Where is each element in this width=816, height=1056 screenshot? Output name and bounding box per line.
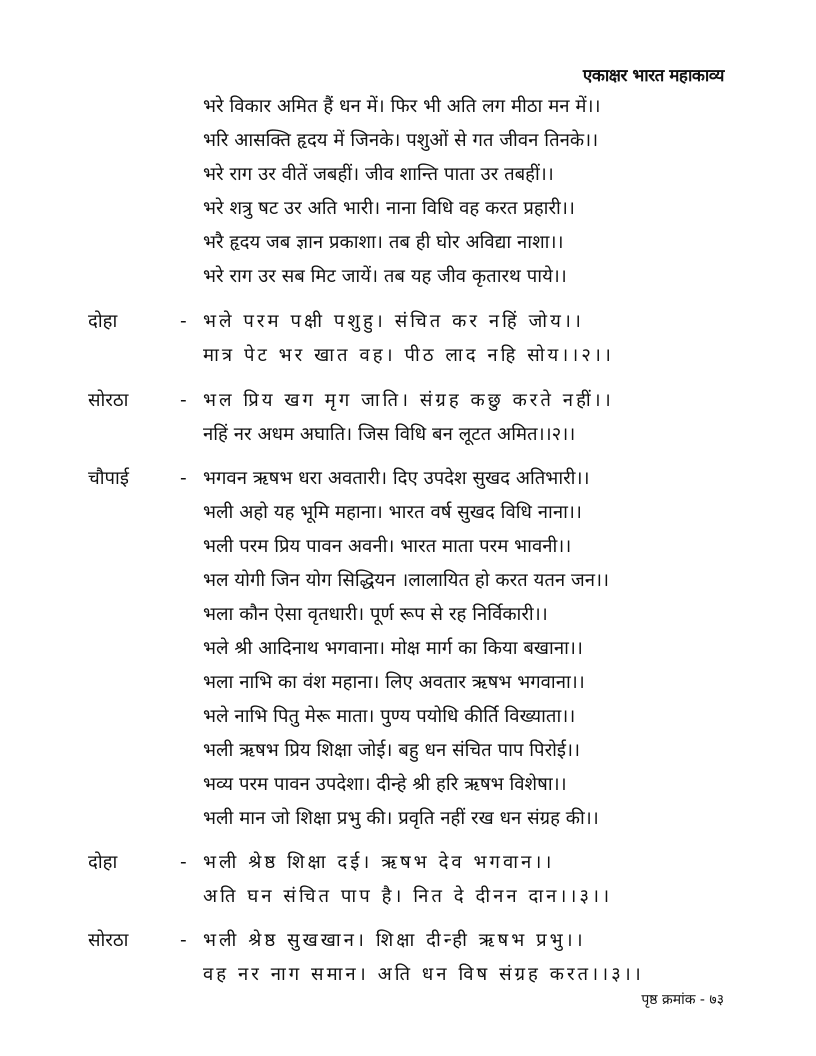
verse-type-label: सोरठा [88,390,129,411]
verse-line: भली श्रेष्ठ सुखखान। शिक्षा दीन्ही ऋषभ प्रभु।। [203,930,586,951]
verse-line: भले परम पक्षी पशुहु। संचित कर नहिं जोय।। [203,311,584,332]
verse-line: भरे विकार अमित हैं धन में। फिर भी अति लग मीठा मन में।। [203,96,601,117]
verse-line: भरे राग उर वीतें जबहीं। जीव शान्ति पाता उर तबहीं।। [203,164,554,185]
verse-line: नहिं नर अधम अघाति। जिस विधि बन लूटत अमित।।२।। [203,424,576,445]
verse-type-dash: - [180,852,187,873]
verse-type-dash: - [180,311,187,332]
verse-line: भल योगी जिन योग सिद्धियन ।लालायित हो करत यतन जन।। [203,570,610,591]
verse-line: भली अहो यह भूमि महाना। भारत वर्ष सुखद विधि नाना।। [203,502,582,523]
verse-line: अति घन संचित पाप है। नित दे दीनन दान।।३।। [203,886,613,907]
verse-type-label: चौपाई [88,468,129,489]
verse-line: भली परम प्रिय पावन अवनी। भारत माता परम भावनी।। [203,536,572,557]
verse-type-label: दोहा [88,852,118,873]
verse-line: भरे राग उर सब मिट जायें। तब यह जीव कृतारथ पाये।। [203,266,567,287]
verse-line: भला नाभि का वंश महाना। लिए अवतार ऋषभ भगवाना।। [203,672,585,693]
verse-line: वह नर नाग समान। अति धन विष संग्रह करत।।३।। [203,964,644,985]
verse-type-dash: - [180,468,187,489]
verse-line: भरे शत्रु षट उर अति भारी। नाना विधि वह करत प्रहारी।। [203,198,575,219]
verse-type-label: सोरठा [88,930,129,951]
verse-line: भली मान जो शिक्षा प्रभु की। प्रवृति नहीं रख धन संग्रह की।। [203,808,599,829]
page-number: पृष्ठ क्रमांक - ७३ [641,992,724,1008]
verse-line: भले श्री आदिनाथ भगवाना। मोक्ष मार्ग का किया बखाना।। [203,638,583,659]
verse-line: मात्र पेट भर खात वह। पीठ लाद नहि सोय।।२।। [203,345,614,366]
verse-line: भले नाभि पितु मेरू माता। पुण्य पयोधि कीर्ति विख्याता।। [203,706,576,727]
verse-type-label: दोहा [88,311,118,332]
verse-line: भली श्रेष्ठ शिक्षा दई। ऋषभ देव भगवान।। [203,852,555,873]
verse-line: भरि आसक्ति हृदय में जिनके। पशुओं से गत जीवन तिनके।। [203,130,599,151]
verse-line: भव्य परम पावन उपदेशा। दीन्हे श्री हरि ऋषभ विशेषा।। [203,774,567,795]
page-header-title: एकाक्षर भारत महाकाव्य [582,66,724,86]
verse-type-dash: - [180,390,187,411]
verse-line: भल प्रिय खग मृग जाति। संग्रह कछु करते नहीं।। [203,390,614,411]
verse-line: भरै हृदय जब ज्ञान प्रकाशा। तब ही घोर अविद्या नाशा।। [203,232,564,253]
verse-line: भला कौन ऐसा वृतधारी। पूर्ण रूप से रह निर्विकारी।। [203,604,548,625]
verse-line: भली ऋषभ प्रिय शिक्षा जोई। बहु धन संचित पाप पिरोई।। [203,740,581,761]
verse-line: भगवन ऋषभ धरा अवतारी। दिए उपदेश सुखद अतिभारी।। [203,468,590,489]
verse-type-dash: - [180,930,187,951]
